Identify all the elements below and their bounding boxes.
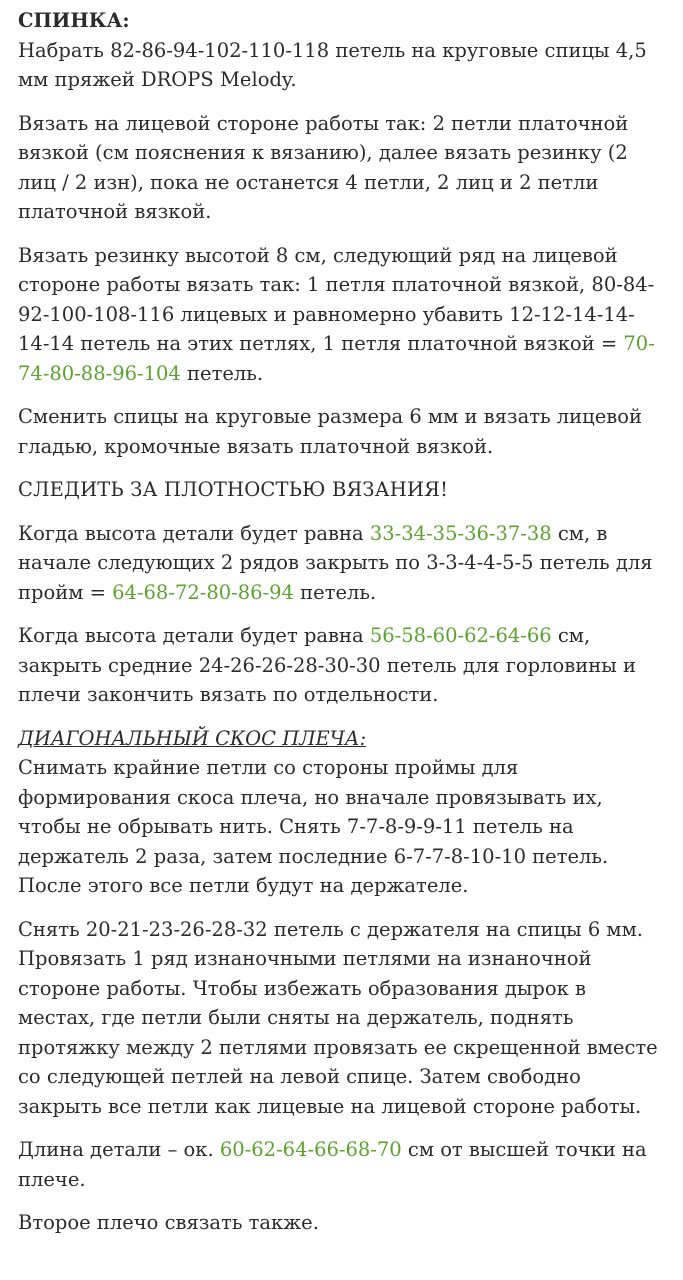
pattern-document — [18, 6, 659, 1238]
paragraph-second-shoulder: Второе плечо связать также. — [18, 1211, 319, 1234]
paragraph-armholes — [18, 519, 659, 608]
paragraph-bind-off: Снять 20-21-23-26-28-32 петель с держателя на спицы 6 мм. Провязать 1 ряд изнаночными петлями на изнаночной стороне работы. Чтобы избежать образования дырок в местах, где петли были сняты на держатель, поднять протяжку между 2 петлями провязать ее скрещенной вместе со следующей петлей на левой спице. Затем свободно закрыть все петли как лицевые на лицевой стороне работы. — [18, 917, 658, 1118]
paragraph-text: Когда высота детали будет равна — [18, 624, 370, 647]
highlighted-height: 33-34-35-36-37-38 — [369, 521, 552, 545]
paragraph-text: Вязать резинку высотой 8 см, следующий ряд на лицевой стороне работы вязать так: 1 петля платочной вязкой, 80-84-92-100-108-116 лицевых и равномерно убавить 12-12-14-14-14-14 петель на этих петлях, 1 петля платочной вязкой = — [18, 243, 655, 355]
section-shoulder-slope — [18, 724, 659, 901]
paragraph-text: петель. — [180, 361, 264, 385]
highlighted-length: 60-62-64-66-68-70 — [219, 1138, 402, 1161]
section-title-back: СПИНКА: — [18, 9, 130, 32]
paragraph-shoulder-slope: Снимать крайние петли со стороны проймы для формирования скоса плеча, но вначале провязывать их, чтобы не обрывать нить. Снять 7-7-8-9-9-11 петель на держатель 2 раза, затем последние 6-7-7-8-10-10 петель. После этого все петли будут на держателе. — [18, 756, 609, 897]
paragraph-gauge-warning: СЛЕДИТЬ ЗА ПЛОТНОСТЬЮ ВЯЗАНИЯ! — [18, 478, 449, 501]
section-back — [18, 6, 659, 95]
paragraph-rib-height — [18, 241, 659, 389]
highlighted-stitch-count: 64-68-72-80-86-94 — [112, 580, 294, 604]
section-title-shoulder: ДИАГОНАЛЬНЫЙ СКОС ПЛЕЧА: — [18, 726, 367, 750]
paragraph-needle-change: Сменить спицы на круговые размера 6 мм и вязать лицевой гладью, кромочные вязать платочной вязкой. — [18, 405, 642, 458]
paragraph-text: петель. — [293, 580, 377, 604]
paragraph-text: Длина детали – ок. — [18, 1138, 220, 1161]
paragraph-length — [18, 1135, 659, 1194]
paragraph-text: см от высшей точки на плече. — [18, 1138, 647, 1191]
paragraph-text: см, закрыть средние 24-26-26-28-30-30 петель для горловины и плечи закончить вязать по отдельности. — [18, 624, 636, 706]
paragraph-cast-on: Набрать 82-86-94-102-110-118 петель на круговые спицы 4,5 мм пряжей DROPS Melody. — [18, 38, 647, 91]
paragraph-text: см, в начале следующих 2 рядов закрыть по 3-3-4-4-5-5 петель для пройм = — [18, 521, 653, 604]
paragraph-text: Когда высота детали будет равна — [18, 521, 370, 545]
highlighted-stitch-count: 70-74-80-88-96-104 — [18, 332, 655, 385]
paragraph-rib-start: Вязать на лицевой стороне работы так: 2 петли платочной вязкой (см пояснения к вязанию), далее вязать резинку (2 лиц / 2 изн), пока не останется 4 петли, 2 лиц и 2 петли платочной вязкой. — [18, 111, 629, 223]
highlighted-height: 56-58-60-62-64-66 — [369, 624, 552, 647]
paragraph-neckline — [18, 621, 659, 710]
